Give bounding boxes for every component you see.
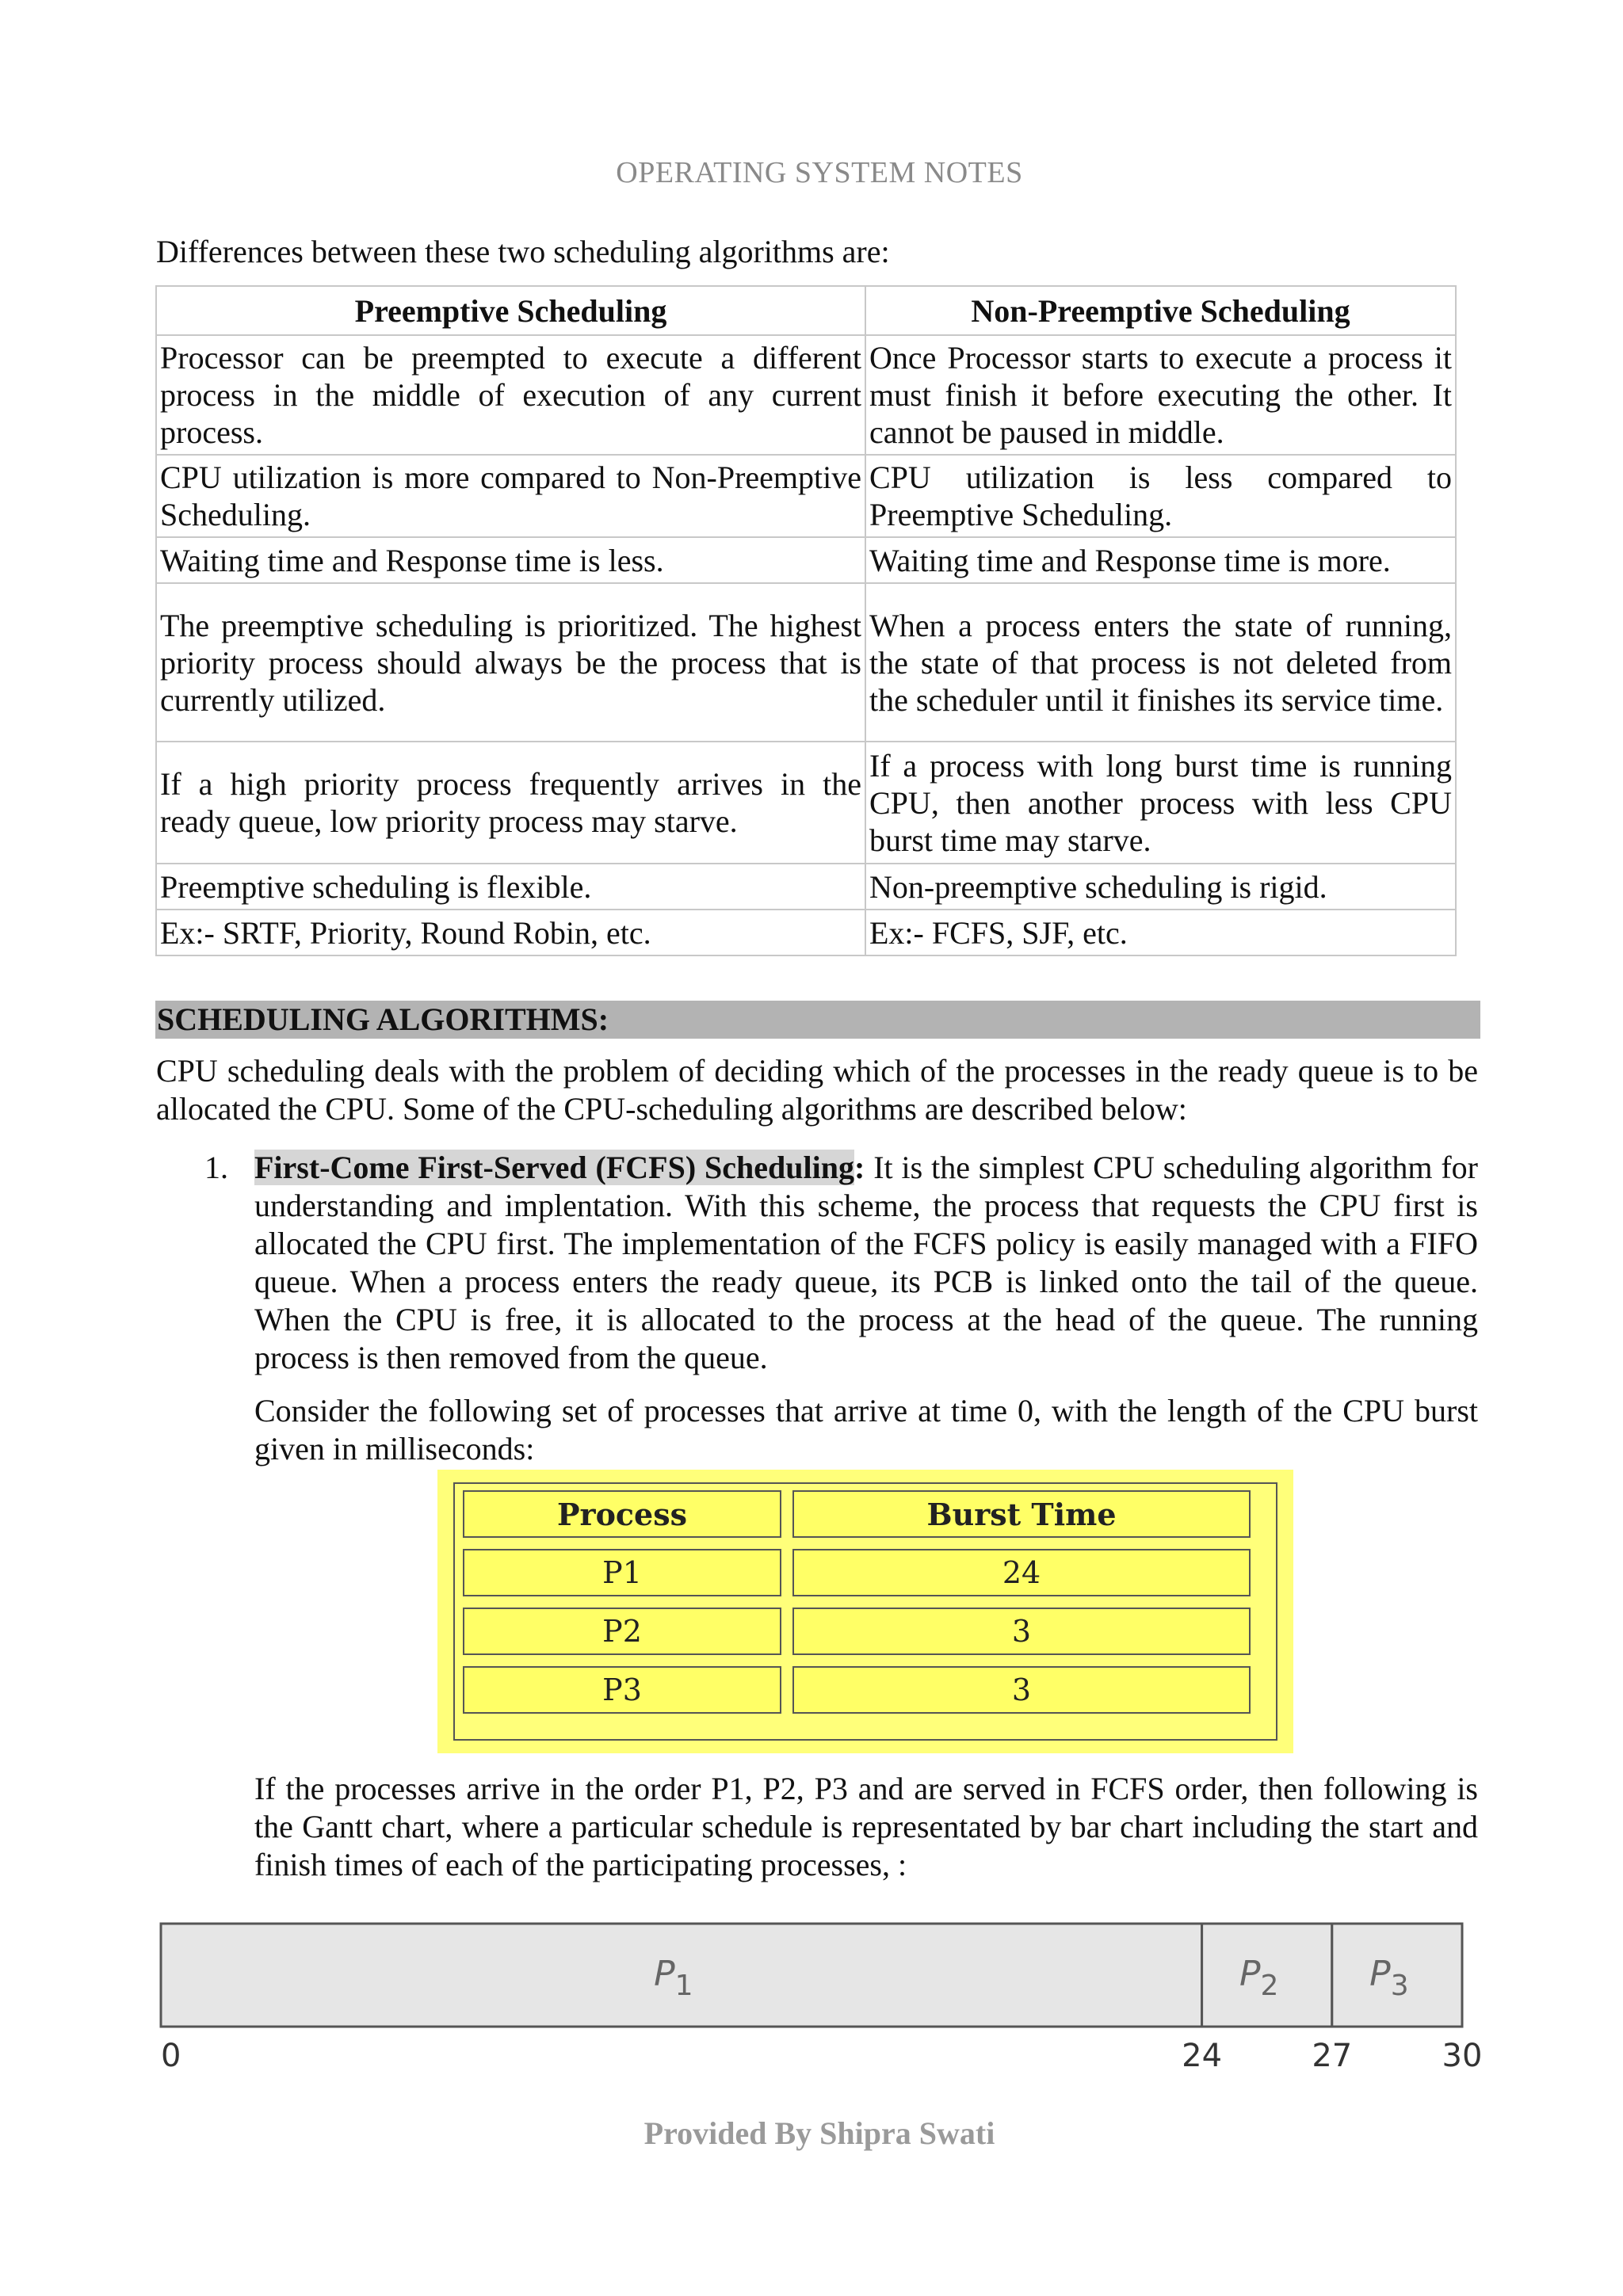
gantt-tick-0: 0 [161, 2038, 181, 2074]
table-cell: Once Processor starts to execute a process it must finish it before executing the other. It cannot be paused in middle. [865, 335, 1456, 455]
table-cell: When a process enters the state of running, the state of that process is not deleted from the scheduler until it finishes its service time. [865, 583, 1456, 742]
table-cell: Waiting time and Response time is more. [865, 537, 1456, 583]
list-number: 1. [204, 1150, 228, 1185]
table-cell: CPU utilization is more compared to Non-Preemptive Scheduling. [156, 455, 865, 537]
burst-header-row [463, 1490, 1251, 1538]
burst-cell: P1 [463, 1549, 781, 1596]
gantt-intro: If the processes arrive in the order P1, P2, P3 and are served in FCFS order, then following is the Gantt chart, where a particular schedule is representated by bar chart including the start and finish times of each of the participating processes, : [254, 1771, 1478, 1882]
table-row [463, 1666, 1251, 1714]
table-row [156, 455, 1456, 537]
burst-table-figure [437, 1470, 1293, 1753]
burst-header-process: Process [463, 1490, 781, 1538]
table-row [156, 537, 1456, 583]
comparison-header-row [156, 286, 1456, 335]
gantt-label-1: $P_1$ [654, 1954, 693, 2002]
section-intro: CPU scheduling deals with the problem of deciding which of the processes in the ready queue is to be allocated the CPU. Some of the CPU-scheduling algorithms are described below: [156, 1053, 1478, 1127]
burst-cell: P3 [463, 1666, 781, 1714]
burst-cell: 3 [792, 1608, 1251, 1655]
gantt-label-3: $P_3$ [1369, 1954, 1409, 2002]
burst-cell: P2 [463, 1608, 781, 1655]
gantt-tick-30: 30 [1442, 2038, 1483, 2074]
gantt-tick-24: 24 [1182, 2038, 1223, 2074]
table-cell: Processor can be preempted to execute a different process in the middle of execution of any current process. [156, 335, 865, 455]
header-non-preemptive: Non-Preemptive Scheduling [865, 286, 1456, 335]
fcfs-colon: : [854, 1150, 865, 1185]
fcfs-title: First-Come First-Served (FCFS) Scheduling [254, 1150, 854, 1185]
table-cell: Preemptive scheduling is flexible. [156, 864, 865, 910]
table-row [156, 335, 1456, 455]
table-cell: CPU utilization is less compared to Preemptive Scheduling. [865, 455, 1456, 537]
table-cell: Ex:- FCFS, SJF, etc. [865, 910, 1456, 955]
fcfs-paragraph [254, 1149, 1478, 1377]
table-cell: Ex:- SRTF, Priority, Round Robin, etc. [156, 910, 865, 955]
comparison-table [155, 285, 1457, 956]
table-cell: Waiting time and Response time is less. [156, 537, 865, 583]
gantt-label-2: $P_2$ [1239, 1954, 1279, 2002]
header-preemptive: Preemptive Scheduling [156, 286, 865, 335]
table-row [156, 864, 1456, 910]
burst-cell: 3 [792, 1666, 1251, 1714]
burst-cell: 24 [792, 1549, 1251, 1596]
gantt-tick-27: 27 [1312, 2038, 1353, 2074]
page-header: OPERATING SYSTEM NOTES [616, 156, 1023, 189]
gantt-chart [158, 1921, 1490, 2080]
table-cell: If a high priority process frequently arrives in the ready queue, low priority process may starve. [156, 742, 865, 864]
table-cell: If a process with long burst time is running CPU, then another process with less CPU burst time may starve. [865, 742, 1456, 864]
burst-table [452, 1479, 1262, 1725]
table-cell: The preemptive scheduling is prioritized. The highest priority process should always be the process that is currently utilized. [156, 583, 865, 742]
section-heading: SCHEDULING ALGORITHMS: [155, 1001, 1480, 1039]
consider-paragraph: Consider the following set of processes that arrive at time 0, with the length of the CPU burst given in milliseconds: [254, 1393, 1478, 1466]
intro-text: Differences between these two scheduling algorithms are: [156, 234, 890, 269]
table-row [463, 1608, 1251, 1655]
table-cell: Non-preemptive scheduling is rigid. [865, 864, 1456, 910]
table-row [156, 910, 1456, 955]
table-row [156, 742, 1456, 864]
burst-header-time: Burst Time [792, 1490, 1251, 1538]
fcfs-body: It is the simplest CPU scheduling algorithm for understanding and implentation. With this scheme, the process that requests the CPU first is allocated the CPU first. The implementation of the FCFS policy is easily managed with a FIFO queue. When a process enters the ready queue, its PCB is linked onto the tail of the queue. When the CPU is free, it is allocated to the process at the head of the queue. The running process is then removed from the queue. [254, 1150, 1478, 1375]
page-footer: Provided By Shipra Swati [643, 2115, 995, 2151]
burst-table-frame [453, 1482, 1277, 1741]
table-row [156, 583, 1456, 742]
table-row [463, 1549, 1251, 1596]
